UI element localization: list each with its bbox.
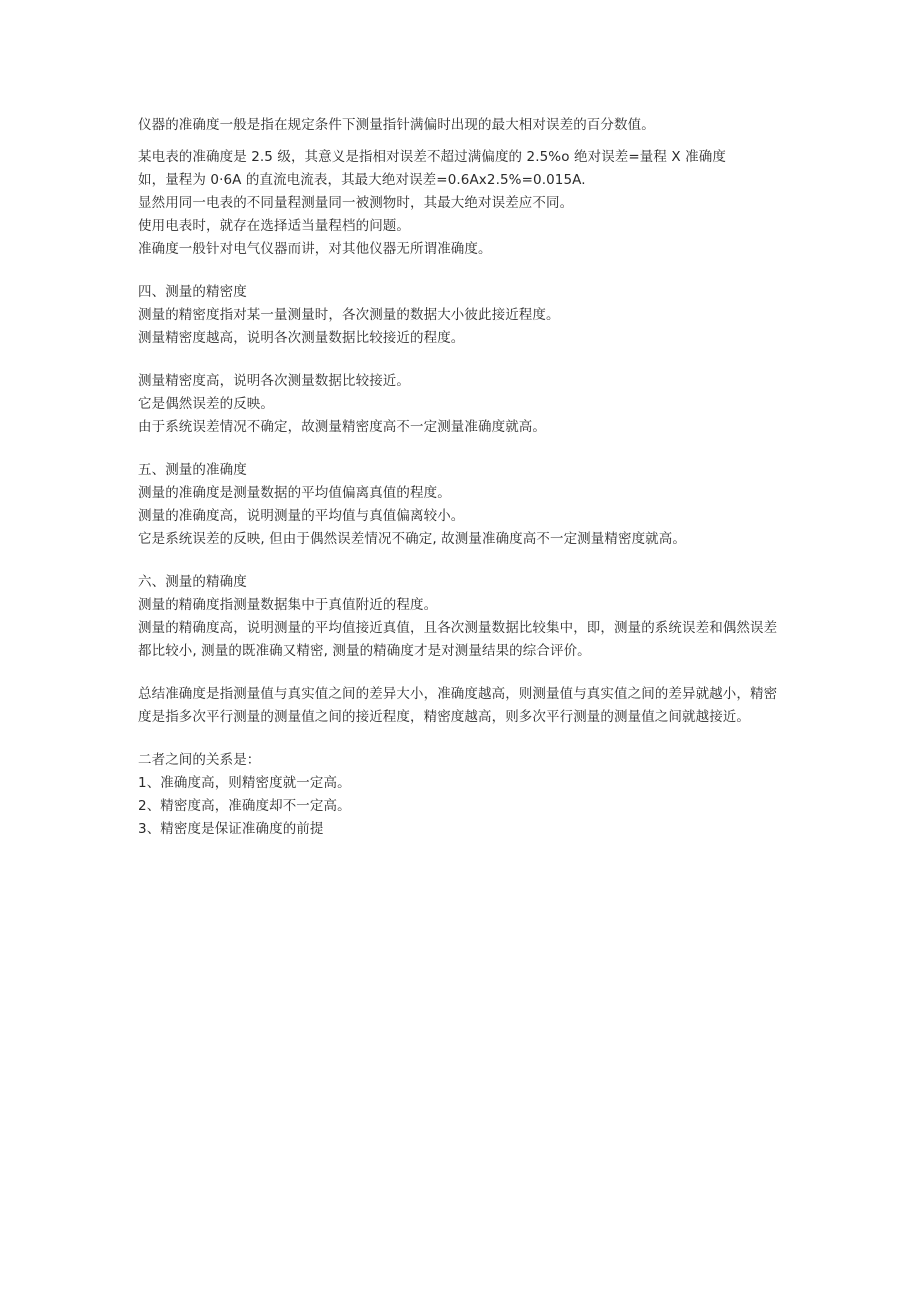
intro-paragraph-5: 使用电表时，就存在选择适当量程档的问题。 — [138, 218, 410, 234]
section6-paragraph-1: 测量的精确度指测量数据集中于真值附近的程度。 — [138, 597, 438, 613]
intro-paragraph-6: 准确度一般针对电气仪器而讲，对其他仪器无所谓准确度。 — [138, 241, 492, 257]
document-page — [138, 114, 788, 841]
relation-heading: 二者之间的关系是： — [138, 752, 261, 768]
summary-paragraph: 总结准确度是指测量值与真实值之间的差异大小，准确度越高，则测量值与真实值之间的差异就越小，精密度是指多次平行测量的测量值之间的接近程度，精密度越高，则多次平行测量的测量值之间就越接近。 — [138, 686, 778, 725]
section5-heading: 五、测量的准确度 — [138, 462, 247, 478]
relation-item-1: 1、准确度高，则精密度就一定高。 — [138, 775, 351, 791]
section4-paragraph-1: 测量的精密度指对某一量测量时，各次测量的数据大小彼此接近程度。 — [138, 307, 560, 323]
intro-paragraph-2: 某电表的准确度是 2.5 级，其意义是指相对误差不超过满偏度的 2.5%o 绝对误差=量程 X 准确度 — [138, 149, 726, 165]
section4-paragraph-2: 测量精密度越高，说明各次测量数据比较接近的程度。 — [138, 330, 465, 346]
section5-paragraph-1: 测量的准确度是测量数据的平均值偏离真值的程度。 — [138, 485, 451, 501]
section6-heading: 六、测量的精确度 — [138, 574, 247, 590]
section5-paragraph-3: 它是系统误差的反映, 但由于偶然误差情况不确定, 故测量准确度高不一定测量精密度就高。 — [138, 531, 686, 547]
section4-paragraph-5: 由于系统误差情况不确定，故测量精密度高不一定测量准确度就高。 — [138, 419, 546, 435]
intro-paragraph-3: 如，量程为 0·6A 的直流电流表，其最大绝对误差=0.6Ax2.5%=0.015A. — [138, 172, 586, 188]
relation-item-2: 2、精密度高，准确度却不一定高。 — [138, 798, 351, 814]
section4-paragraph-3: 测量精密度高，说明各次测量数据比较接近。 — [138, 373, 410, 389]
section4-heading: 四、测量的精密度 — [138, 284, 247, 300]
relation-item-3: 3、精密度是保证准确度的前提 — [138, 821, 324, 837]
section5-paragraph-2: 测量的准确度高，说明测量的平均值与真值偏离较小。 — [138, 508, 465, 524]
section4-paragraph-4: 它是偶然误差的反映。 — [138, 396, 274, 412]
intro-paragraph-1: 仪器的准确度一般是指在规定条件下测量指针满偏时出现的最大相对误差的百分数值。 — [138, 117, 655, 133]
section6-paragraph-2: 测量的精确度高，说明测量的平均值接近真值，且各次测量数据比较集中，即，测量的系统误差和偶然误差都比较小, 测量的既准确又精密, 测量的精确度才是对测量结果的综合评价。 — [138, 620, 778, 659]
intro-paragraph-4: 显然用同一电表的不同量程测量同一被测物时，其最大绝对误差应不同。 — [138, 195, 574, 211]
